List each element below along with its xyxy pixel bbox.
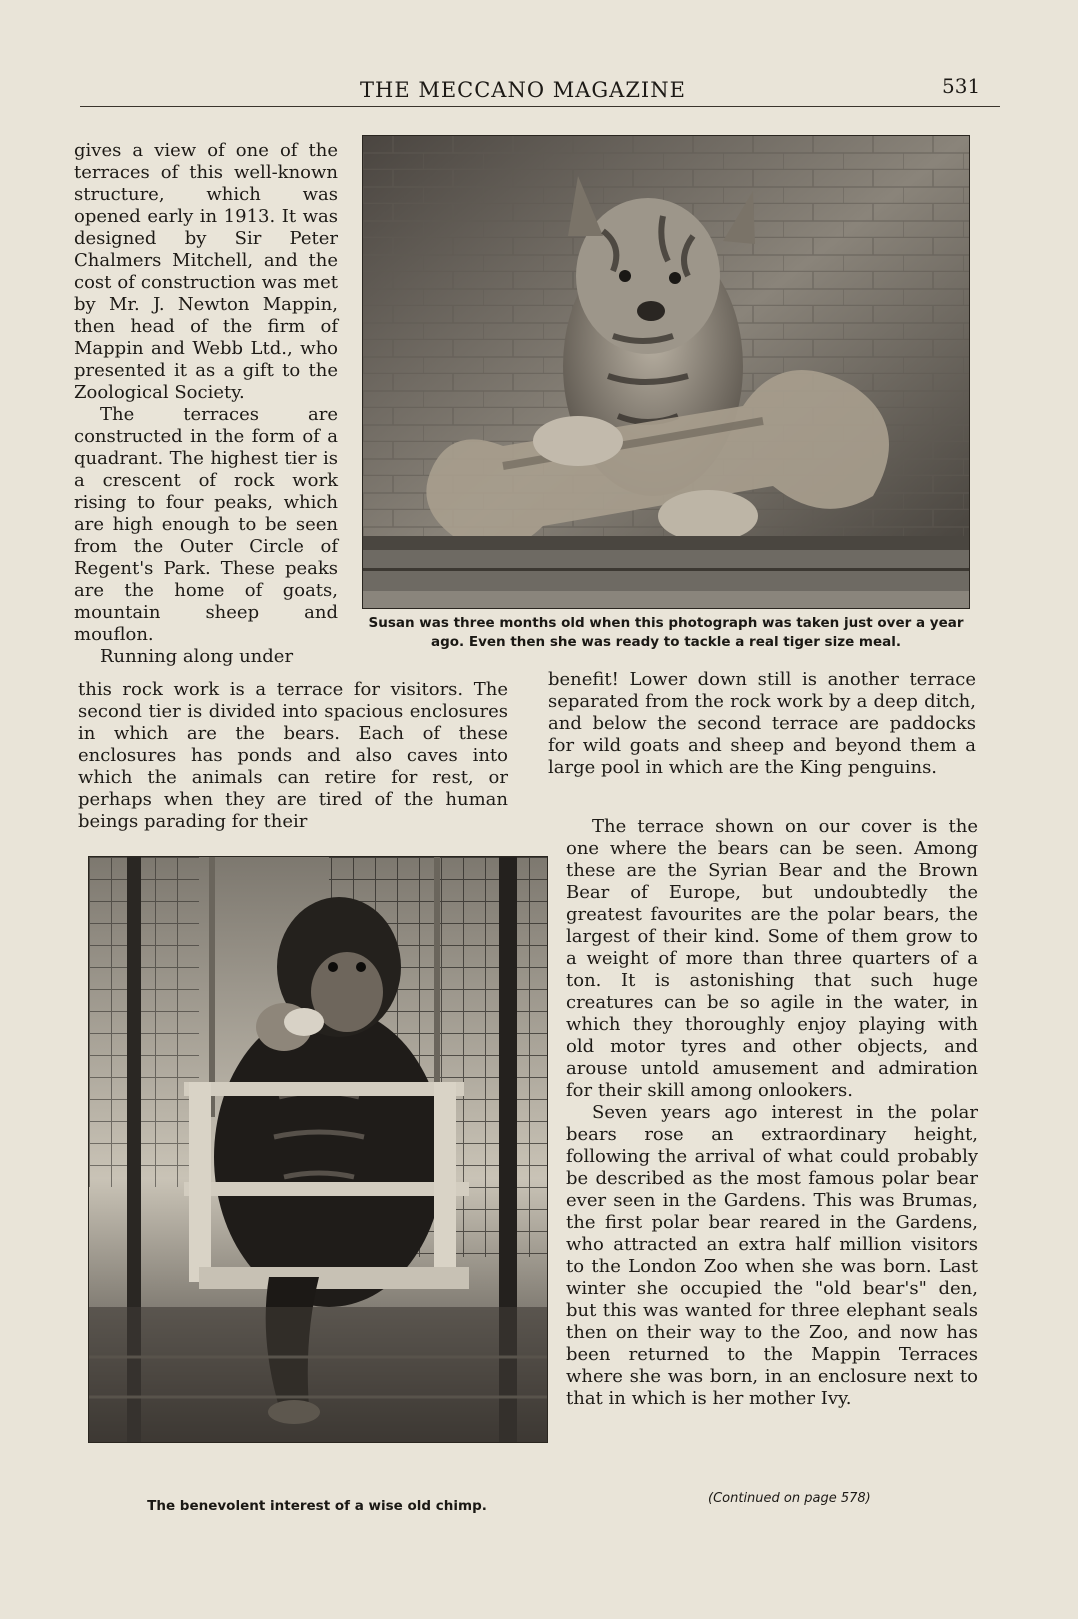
continued-note: (Continued on page 578) (708, 1491, 871, 1506)
paragraph: The terrace shown on our cover is the one where the bears can be seen. Among these are the Syrian Bear and the Brown Bear of Europe, but undoubtedly the greatest favourites are the polar bears, the largest of their kind. Some of them grow to a weight of more than three quarters of a ton. It is astonishing that such huge creatures can be so agile in the water, in which they thoroughly enjoy playing with old motor tyres and other objects, and arouse untold amusement and admiration for their skill among onlookers. (566, 816, 978, 1101)
header-rule (80, 106, 1000, 107)
chimp-image (89, 857, 547, 1442)
paragraph: gives a view of one of the terraces of this well-known structure, which was opened early in 1913. It was designed by Sir Peter Chalmers Mitchell, and the cost of construction was met by Mr. J. Newton Mappin, then head of the firm of Mappin and Webb Ltd., who presented it as a gift to the Zoological Society. (74, 140, 338, 403)
paragraph: The terraces are constructed in the form of a quadrant. The highest tier is a crescent of rock work rising to four peaks, which are high enough to be seen from the Outer Circle of Regent's Park. These peaks are the home of goats, mountain sheep and mouflon. (74, 404, 338, 645)
tiger-cub-photo (362, 135, 970, 609)
article-column-right-lower (566, 816, 978, 1410)
paragraph: this rock work is a terrace for visitors. The second tier is divided into spacious enclosures in which are the bears. Each of these enclosures has ponds and also caves into which the animals can retire for rest, or perhaps when they are tired of the human beings parading for their (78, 679, 508, 832)
tiger-cub-image (363, 136, 969, 608)
article-column-left-top (74, 140, 338, 668)
magazine-title: THE MECCANO MAGAZINE (360, 78, 686, 102)
page-number: 531 (942, 74, 981, 98)
article-column-left-bottom (78, 679, 508, 833)
paragraph: benefit! Lower down still is another terrace separated from the rock work by a deep ditch, and below the second terrace are paddocks for wild goats and sheep and beyond them a large pool in which are the King penguins. (548, 669, 976, 778)
chimp-photo (88, 856, 548, 1443)
tiger-photo-caption: Susan was three months old when this photograph was taken just over a year ago. Even then she was ready to tackle a real tiger size meal. (368, 615, 964, 650)
paragraph: Seven years ago interest in the polar bears rose an extraordinary height, following the arrival of what could probably be described as the most famous polar bear ever seen in the Gardens. This was Brumas, the first polar bear reared in the Gardens, who attracted an extra half million visitors to the London Zoo when she was born. Last winter she occupied the "old bear's" den, but this was wanted for three elephant seals then on their way to the Zoo, and now has been returned to the Mappin Terraces where she was born, in an enclosure next to that in which is her mother Ivy. (566, 1102, 978, 1409)
article-column-right (548, 669, 976, 779)
paragraph: Running along under (100, 646, 294, 667)
chimp-photo-caption: The benevolent interest of a wise old chimp. (147, 1498, 487, 1514)
